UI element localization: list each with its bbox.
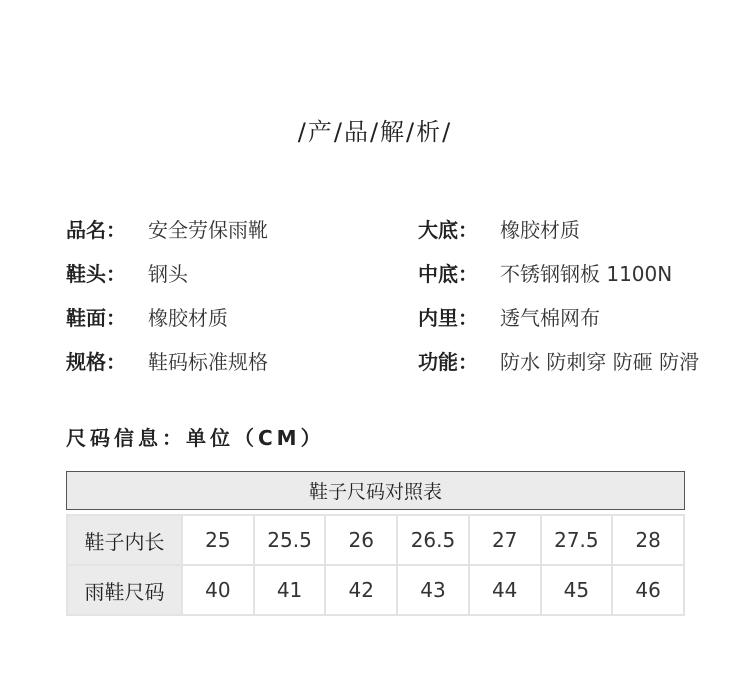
spec-label: 品名：: [66, 217, 126, 242]
spec-value: 不锈钢钢板 1100N: [500, 261, 673, 286]
spec-list: [66, 206, 736, 382]
size-info-heading: 尺码信息：单位（CM）: [66, 426, 325, 450]
spec-item: [66, 346, 418, 375]
spec-row: [66, 206, 736, 250]
spec-value: 橡胶材质: [148, 305, 228, 330]
spec-row: [66, 294, 736, 338]
spec-label: 大底：: [418, 217, 478, 242]
spec-item: [418, 214, 580, 243]
table-cell: 25: [182, 515, 254, 565]
spec-value: 鞋码标准规格: [148, 349, 268, 374]
table-cell: 26.5: [397, 515, 469, 565]
table-cell: 44: [469, 565, 541, 615]
table-cell: 41: [254, 565, 326, 615]
spec-label: 规格：: [66, 349, 126, 374]
spec-item: [66, 258, 418, 287]
table-cell: 25.5: [254, 515, 326, 565]
spec-item: [418, 258, 672, 287]
spec-value: 安全劳保雨靴: [148, 217, 268, 242]
size-table: [66, 514, 685, 616]
table-cell: 46: [612, 565, 684, 615]
spec-row: [66, 250, 736, 294]
table-cell: 27: [469, 515, 541, 565]
table-cell: 45: [541, 565, 613, 615]
table-row: [67, 515, 684, 565]
table-cell: 27.5: [541, 515, 613, 565]
spec-label: 鞋头：: [66, 261, 126, 286]
table-row: [67, 565, 684, 615]
spec-label: 中底：: [418, 261, 478, 286]
spec-item: [66, 302, 418, 331]
spec-item: [66, 214, 418, 243]
spec-value: 钢头: [148, 261, 188, 286]
spec-label: 鞋面：: [66, 305, 126, 330]
table-cell: 42: [325, 565, 397, 615]
table-cell: 26: [325, 515, 397, 565]
spec-value: 防水 防刺穿 防砸 防滑: [500, 349, 700, 374]
spec-row: [66, 338, 736, 382]
spec-label: 内里：: [418, 305, 478, 330]
table-cell: 28: [612, 515, 684, 565]
spec-item: [418, 346, 699, 375]
row-header: 雨鞋尺码: [67, 565, 182, 615]
page-title: /产/品/解/析/: [297, 118, 453, 146]
spec-label: 功能：: [418, 349, 478, 374]
row-header: 鞋子内长: [67, 515, 182, 565]
spec-item: [418, 302, 600, 331]
spec-value: 透气棉网布: [500, 305, 600, 330]
table-cell: 40: [182, 565, 254, 615]
spec-value: 橡胶材质: [500, 217, 580, 242]
table-cell: 43: [397, 565, 469, 615]
size-table-title: 鞋子尺码对照表: [66, 471, 685, 510]
